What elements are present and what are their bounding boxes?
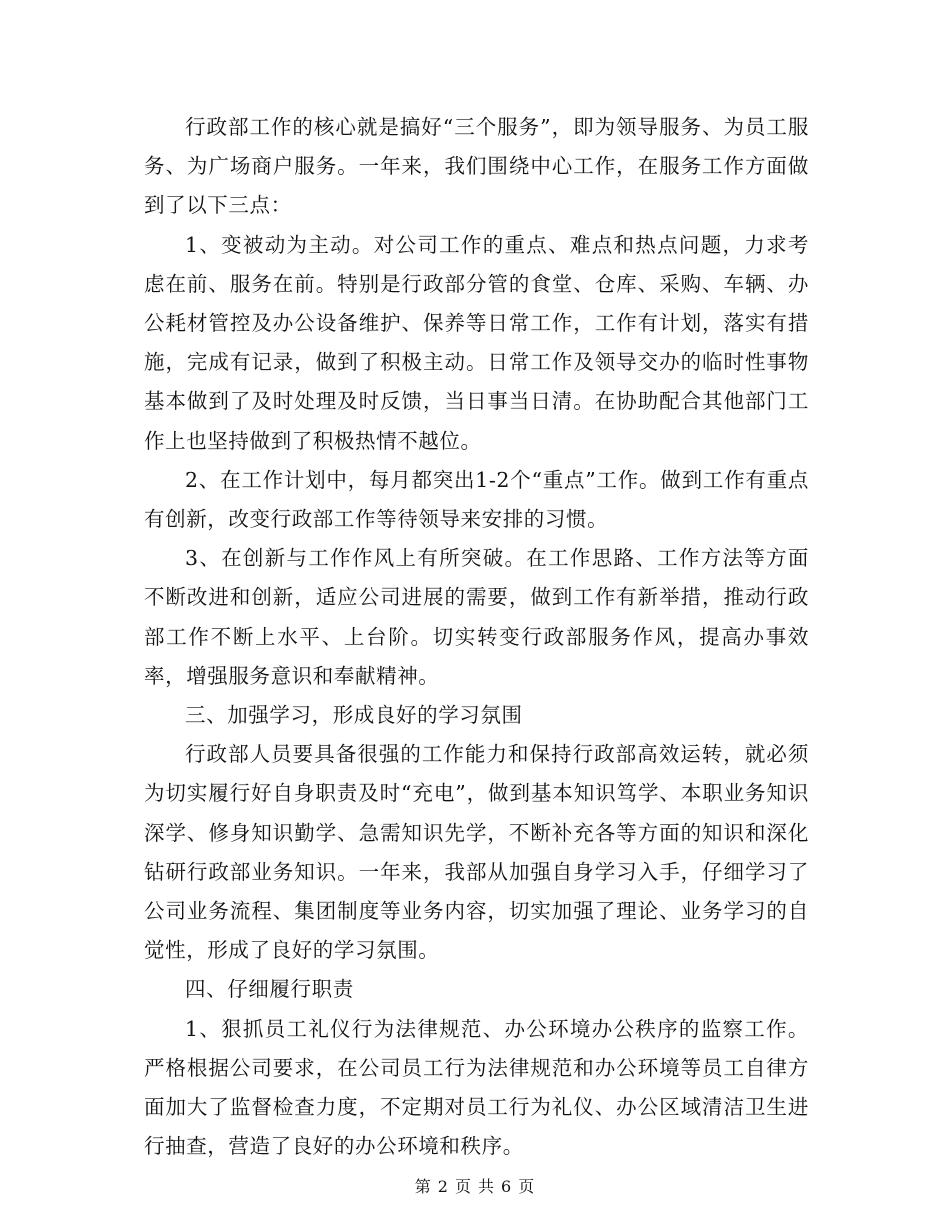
section-4-heading: 四、仔细履行职责	[185, 977, 354, 1002]
learning-paragraph: 行政部人员要具备很强的工作能力和保持行政部高效运转，就必须为切实履行好自身职责及时“充电”，做到基本知识笃学、本职业务知识深学、修身知识勤学、急需知识先学，不断补充各等方面的知识和深化钻研行政部业务知识。一年来，我部从加强自身学习入手，仔细学习了公司业务流程、集团制度等业务内容，切实加强了理论、业务学习的自觉性，形成了良好的学习氛围。	[144, 742, 809, 963]
document-body	[144, 108, 809, 1166]
point-2-paragraph: 2、在工作计划中，每月都突出1-2个“重点”工作。做到工作有重点有创新，改变行政部工作等待领导来安排的习惯。	[144, 467, 809, 532]
duty-1-paragraph: 1、狠抓员工礼仪行为法律规范、办公环境办公秩序的监察工作。严格根据公司要求，在公司员工行为法律规范和办公环境等员工自律方面加大了监督检查力度，不定期对员工行为礼仪、办公区域清洁卫生进行抽查，营造了良好的办公环境和秩序。	[144, 1016, 809, 1159]
intro-paragraph: 行政部工作的核心就是搞好“三个服务”，即为领导服务、为员工服务、为广场商户服务。一年来，我们围绕中心工作，在服务工作方面做到了以下三点：	[144, 115, 809, 218]
footer-total-pages: 6	[501, 1177, 513, 1196]
footer-page-word: 页	[454, 1177, 472, 1196]
point-1-paragraph: 1、变被动为主动。对公司工作的重点、难点和热点问题，力求考虑在前、服务在前。特别是行政部分管的食堂、仓库、采购、车辆、办公耗材管控及办公设备维护、保养等日常工作，工作有计划，落实有措施，完成有记录，做到了积极主动。日常工作及领导交办的临时性事物基本做到了及时处理及时反馈，当日事当日清。在协助配合其他部门工作上也坚持做到了积极热情不越位。	[144, 232, 809, 453]
footer-page-number: 2	[437, 1177, 449, 1196]
section-3-heading: 三、加强学习，形成良好的学习氛围	[185, 703, 523, 728]
footer-total-word: 页	[518, 1177, 536, 1196]
point-3-paragraph: 3、在创新与工作作风上有所突破。在工作思路、工作方法等方面不断改进和创新，适应公司进展的需要，做到工作有新举措，推动行政部工作不断上水平、上台阶。切实转变行政部服务作风，提高办事效率，增强服务意识和奉献精神。	[144, 546, 809, 688]
page-footer	[0, 1174, 950, 1197]
footer-total-prefix: 共	[478, 1177, 496, 1196]
footer-prefix: 第	[414, 1177, 432, 1196]
